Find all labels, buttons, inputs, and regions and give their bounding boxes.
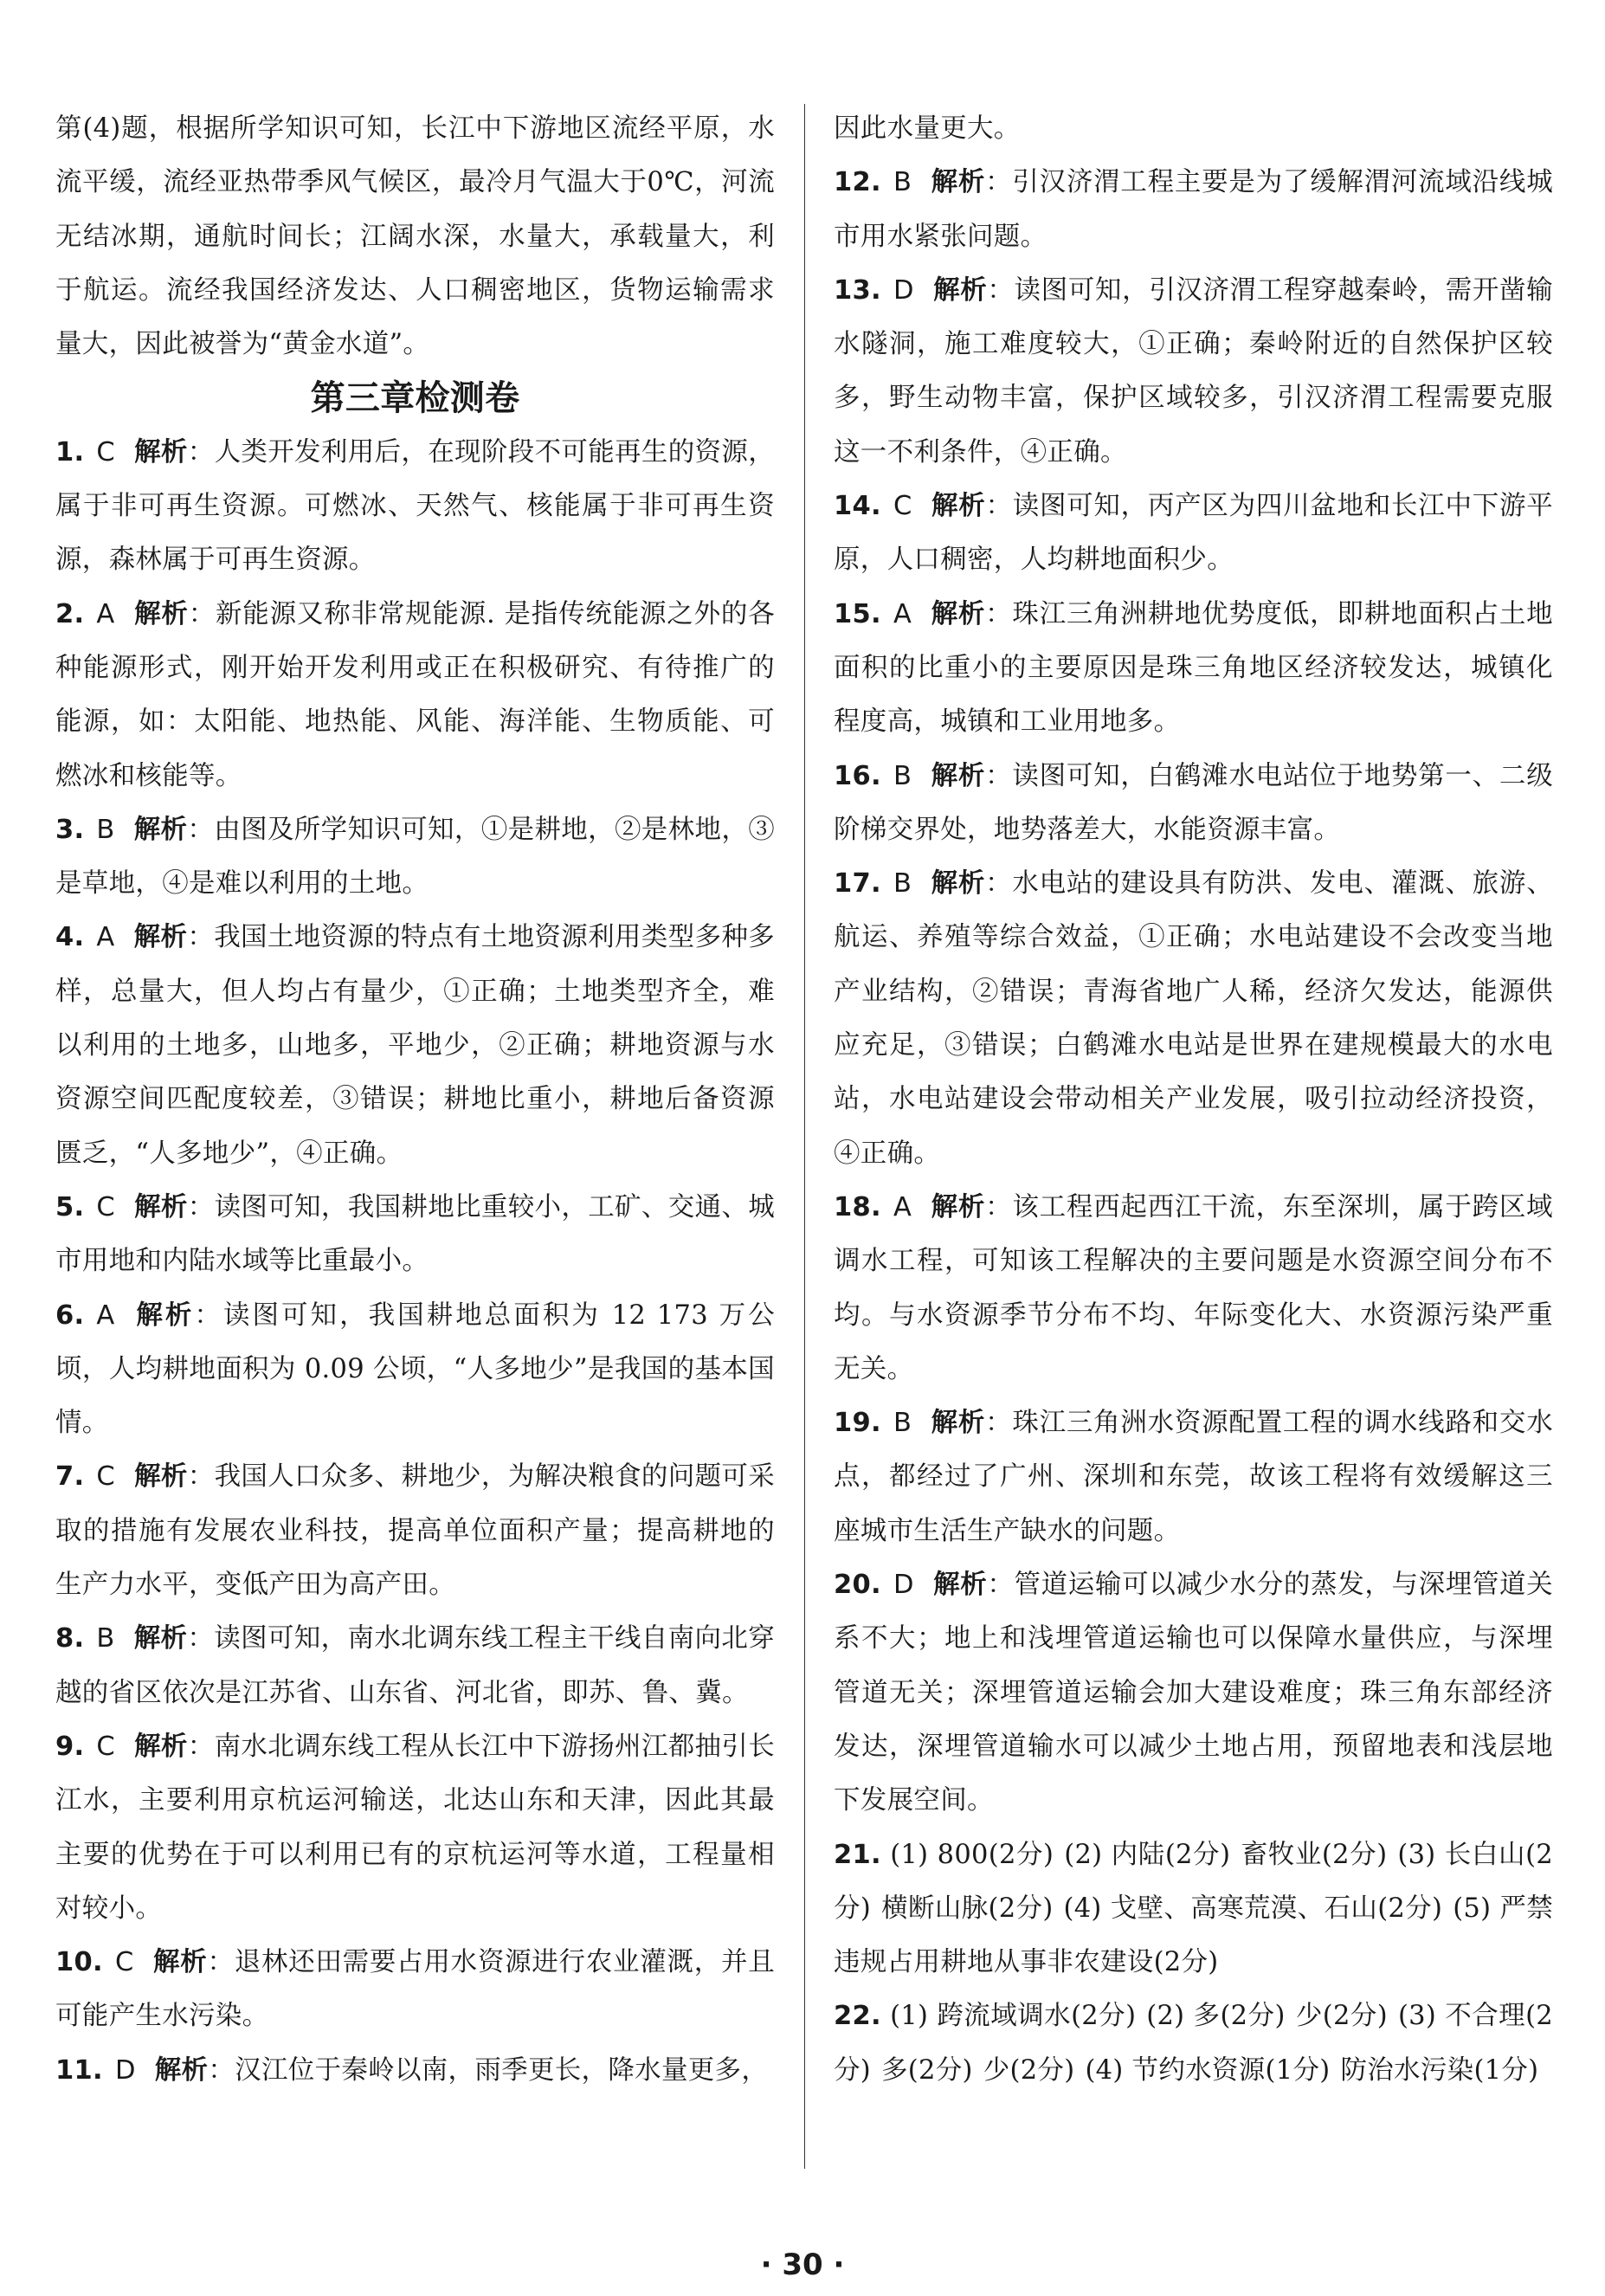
answer-part: 横断山脉(2分) (881, 1893, 1054, 1924)
analysis-text: ：管道运输可以减少水分的蒸发，与深埋管道关系不大；地上和浅埋管道运输也可以保障水量供应，与深埋管道无关；深埋管道运输会加大建设难度；珠三角东部经济发达，深埋管道输水可以减少土地占用，预留地表和浅层地下发展空间。 (834, 1570, 1553, 1816)
item-number: 1. (55, 436, 85, 468)
analysis-text: ：汉江位于秦岭以南，雨季更长，降水量更多， (208, 2054, 769, 2086)
analysis-text: ：由图及所学知识可知，①是耕地，②是林地，③是草地，④是难以利用的土地。 (55, 814, 775, 900)
answer-choice: C (893, 491, 912, 522)
item-number: 17. (834, 868, 881, 900)
item-number: 12. (834, 167, 881, 198)
analysis-label: 解析 (133, 814, 188, 845)
item-number: 4. (55, 922, 85, 953)
answer-part: (4) 戈壁、高寒荒漠、石山(2分) (1063, 1893, 1443, 1924)
analysis-label: 解析 (134, 436, 188, 468)
answer-item (834, 1558, 1553, 1828)
analysis-label: 解析 (152, 1947, 208, 1978)
item-number: 19. (834, 1408, 881, 1439)
answer-part: (4) 节约水资源(1分) (1085, 2054, 1331, 2086)
answer-choice: B (893, 167, 912, 198)
analysis-label: 解析 (932, 1570, 988, 1601)
answer-choice: A (96, 598, 115, 629)
item-number: 8. (55, 1623, 85, 1654)
answer-part: 畜牧业(2分) (1241, 1839, 1388, 1870)
answer-item (55, 911, 775, 1180)
answer-choice: C (96, 436, 116, 468)
analysis-label: 解析 (134, 1731, 188, 1762)
analysis-label: 解析 (931, 760, 986, 791)
section-heading: 第三章检测卷 (310, 378, 520, 419)
analysis-label: 解析 (932, 274, 988, 306)
answer-parts (834, 2001, 1553, 2085)
answer-choice: B (96, 1623, 115, 1654)
answer-choice: C (96, 1461, 116, 1493)
answer-part: 少(2分) (1295, 2001, 1388, 2032)
answer-item-21 (834, 1828, 1553, 1990)
analysis-label: 解析 (133, 1300, 195, 1331)
analysis-text: ：该工程西起西江干流，东至深圳，属于跨区域调水工程，可知该工程解决的主要问题是水资源空间分布不均。与水资源季节分布不均、年际变化大、水资源污染严重无关。 (834, 1191, 1553, 1384)
answer-item (834, 480, 1553, 588)
answer-choice: D (893, 274, 914, 306)
item-number: 2. (55, 598, 85, 629)
analysis-label: 解析 (133, 598, 189, 629)
item-number: 11. (55, 2054, 103, 2086)
answer-part: (2) 内陆(2分) (1064, 1839, 1231, 1870)
answer-choice: C (96, 1191, 116, 1222)
analysis-text: ：读图可知，南水北调东线工程主干线自南向北穿越的省区依次是江苏省、山东省、河北省，即苏、鲁、冀。 (55, 1623, 775, 1708)
left-column (55, 102, 775, 2098)
intro-paragraph: 第(4)题，根据所学知识可知，长江中下游地区流经平原，水流平缓，流经亚热带季风气候区，最冷月气温大于0℃，河流无结冰期，通航时间长；江阔水深，水量大，承载量大，利于航运。流经我国经济发达、人口稠密地区，货物运输需求量大，因此被誉为“黄金水道”。 (55, 113, 775, 360)
answer-choice: D (114, 2054, 136, 2086)
item-number: 13. (834, 274, 881, 306)
answer-part: (2) 多(2分) (1146, 2001, 1286, 2032)
answer-part: 多(2分) (881, 2054, 973, 2086)
analysis-label: 解析 (154, 2054, 209, 2086)
analysis-label: 解析 (931, 167, 986, 198)
analysis-text: ：我国人口众多、耕地少，为解决粮食的问题可采取的措施有发展农业科技，提高单位面积产量；提高耕地的生产力水平，变低产田为高产田。 (55, 1461, 775, 1601)
item-number: 18. (834, 1191, 881, 1222)
analysis-text: ：读图可知，我国耕地总面积为 12 173 万公顷，人均耕地面积为 0.09 公顷，“人多地少”是我国的基本国情。 (55, 1300, 775, 1439)
answer-item (834, 156, 1553, 264)
answer-item (834, 1396, 1553, 1558)
answer-choice: C (96, 1731, 116, 1762)
analysis-label: 解析 (133, 922, 188, 953)
item-number: 9. (55, 1731, 85, 1762)
item-number: 3. (55, 814, 85, 845)
answer-item (834, 857, 1553, 1181)
answer-item (55, 1936, 775, 2044)
answer-item-22 (834, 1990, 1553, 2098)
analysis-text: ：读图可知，我国耕地比重较小，工矿、交通、城市用地和内陆水域等比重最小。 (55, 1191, 775, 1277)
answer-item (55, 588, 775, 803)
answer-item (55, 2044, 775, 2098)
analysis-label: 解析 (133, 1623, 188, 1654)
analysis-text: ：南水北调东线工程从长江中下游扬州江都抽引长江水，主要利用京杭运河输送，北达山东和天津，因此其最主要的优势在于可以利用已有的京杭运河等水道，工程量相对较小。 (55, 1731, 775, 1924)
analysis-text: ：退林还田需要占用水资源进行农业灌溉，并且可能产生水污染。 (55, 1947, 775, 2032)
answer-choice: C (114, 1947, 134, 1978)
answer-choice: B (893, 868, 912, 900)
answer-item (55, 1289, 775, 1451)
analysis-text: ：新能源又称非常规能源. 是指传统能源之外的各种能源形式，刚开始开发利用或正在积极研究、有待推广的能源，如：太阳能、地热能、风能、海洋能、生物质能、可燃冰和核能等。 (55, 598, 775, 791)
analysis-label: 解析 (931, 868, 986, 900)
item-number: 15. (834, 598, 881, 629)
answer-choice: B (96, 814, 115, 845)
item-number: 21. (834, 1839, 881, 1870)
answer-item (55, 1181, 775, 1289)
analysis-text: ：人类开发利用后，在现阶段不可能再生的资源，属于非可再生资源。可燃冰、天然气、核能属于非可再生资源，森林属于可再生资源。 (55, 436, 775, 576)
analysis-text: ：读图可知，白鹤滩水电站位于地势第一、二级阶梯交界处，地势落差大，水能资源丰富。 (834, 760, 1553, 845)
answer-choice: D (893, 1570, 914, 1601)
column-divider (804, 104, 805, 2169)
analysis-label: 解析 (931, 1191, 986, 1222)
analysis-label: 解析 (931, 1408, 986, 1439)
item-number: 6. (55, 1300, 85, 1331)
answer-part: (3) 不合理(2分) (834, 2001, 1553, 2086)
answer-item (834, 750, 1553, 858)
answer-choice: A (96, 922, 115, 953)
analysis-text: ：读图可知，引汉济渭工程穿越秦岭，需开凿输水隧洞，施工难度较大，①正确；秦岭附近的自然保护区较多，野生动物丰富，保护区域较多，引汉济渭工程需要克服这一不利条件，④正确。 (834, 274, 1553, 468)
item-number: 22. (834, 2001, 881, 2032)
answer-item (55, 426, 775, 588)
answer-item (834, 1181, 1553, 1396)
answer-choice: B (893, 1408, 912, 1439)
item-number: 7. (55, 1461, 85, 1493)
continued-paragraph: 因此水量更大。 (834, 113, 1021, 144)
analysis-text: ：读图可知，丙产区为四川盆地和长江中下游平原，人口稠密，人均耕地面积少。 (834, 491, 1553, 576)
answer-part: (5) 严禁违规占用耕地从事非农建设(2分) (834, 1893, 1554, 1978)
answer-part: (1) 800(2分) (890, 1839, 1054, 1870)
right-answer-list (834, 156, 1553, 1828)
item-number: 14. (834, 491, 881, 522)
answer-part: (3) 长白山(2分) (834, 1839, 1553, 1924)
analysis-label: 解析 (931, 491, 986, 522)
item-number: 5. (55, 1191, 85, 1222)
analysis-text: ：水电站的建设具有防洪、发电、灌溉、旅游、航运、养殖等综合效益，①正确；水电站建设不会改变当地产业结构，②错误；青海省地广人稀，经济欠发达，能源供应充足，③错误；白鹤滩水电站是世界在建规模最大的水电站，水电站建设会带动相关产业发展，吸引拉动经济投资，④正确。 (834, 868, 1553, 1169)
answer-item (55, 803, 775, 912)
item-number: 16. (834, 760, 881, 791)
answer-choice: A (893, 598, 912, 629)
analysis-label: 解析 (134, 1461, 188, 1493)
answer-item (834, 264, 1553, 480)
right-column (834, 102, 1553, 2098)
analysis-text: ：珠江三角洲水资源配置工程的调水线路和交水点，都经过了广州、深圳和东莞，故该工程将有效缓解这三座城市生活生产缺水的问题。 (834, 1408, 1553, 1546)
left-answer-list (55, 426, 775, 2098)
item-number: 10. (55, 1947, 103, 1978)
answer-choice: A (893, 1191, 912, 1222)
answer-choice: B (893, 760, 912, 791)
answer-part: 少(2分) (983, 2054, 1075, 2086)
answer-item (834, 588, 1553, 750)
analysis-label: 解析 (134, 1191, 188, 1222)
answer-part: (1) 跨流域调水(2分) (890, 2001, 1137, 2032)
analysis-label: 解析 (931, 598, 986, 629)
analysis-text: ：珠江三角洲耕地优势度低，即耕地面积占土地面积的比重小的主要原因是珠三角地区经济较发达，城镇化程度高，城镇和工业用地多。 (834, 598, 1553, 738)
analysis-text: ：引汉济渭工程主要是为了缓解渭河流域沿线城市用水紧张问题。 (834, 167, 1553, 252)
answer-parts (834, 1840, 1553, 1978)
analysis-text: ：我国土地资源的特点有土地资源利用类型多种多样，总量大，但人均占有量少，①正确；土地类型齐全，难以利用的土地多，山地多，平地少，②正确；耕地资源与水资源空间匹配度较差，③错误；耕地比重小，耕地后备资源匮乏，“人多地少”，④正确。 (55, 922, 775, 1169)
page-number: · 30 · (760, 2248, 845, 2282)
answer-item (55, 1612, 775, 1720)
answer-part: 防治水污染(1分) (1340, 2054, 1539, 2086)
answer-choice: A (96, 1300, 115, 1331)
item-number: 20. (834, 1570, 881, 1601)
answer-item (55, 1720, 775, 1936)
answer-item (55, 1450, 775, 1612)
